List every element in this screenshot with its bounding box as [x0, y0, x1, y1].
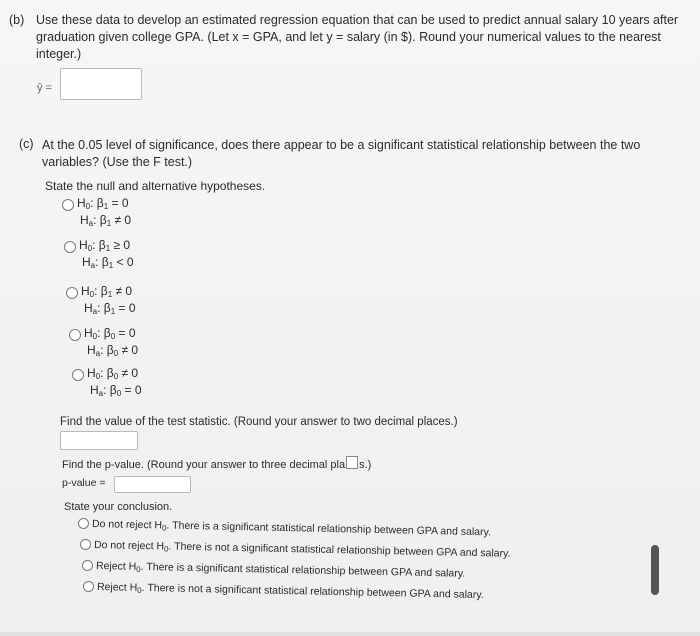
yhat-input[interactable]	[60, 68, 142, 100]
part-c-label: (c)	[19, 137, 34, 151]
yhat-label: ŷ =	[37, 82, 52, 94]
hypothesis-alt-5: $H_a$: $\beta_0 = 0$	[90, 383, 142, 398]
conclusion-option-1: Do not reject $H_0$. There is a significant statistical relationship between GPA and salary.	[91, 518, 492, 539]
hypothesis-null-3: $H_0$: $\beta_1 \ne 0$	[81, 284, 133, 299]
cursor-icon	[346, 456, 358, 469]
conclusion-option-2: Do not reject $H_0$. There is not a significant statistical relationship between GPA and salary.	[93, 539, 511, 560]
part-b-line-2: graduation given college GPA. (Let x = GPA, and let y = salary (in $). Round your numerical values to the nearest	[36, 30, 661, 44]
hypothesis-radio-1[interactable]	[62, 199, 74, 211]
part-b-label: (b)	[9, 13, 25, 27]
hypothesis-null-5: $H_0$: $\beta_0 \ne 0$	[87, 366, 139, 381]
conclusion-prompt: State your conclusion.	[64, 501, 173, 513]
part-b-line-1: Use these data to develop an estimated regression equation that can be used to predict annual salary 10 years after	[36, 13, 679, 27]
conclusion-radio-3[interactable]	[82, 560, 93, 571]
pvalue-input[interactable]	[114, 476, 191, 493]
pvalue-label: p-value =	[62, 477, 106, 489]
conclusion-option-3: Reject $H_0$. There is a significant statistical relationship between GPA and salary.	[95, 560, 466, 580]
hypothesis-prompt: State the null and alternative hypotheses.	[45, 179, 266, 193]
part-c-line-2: variables? (Use the F test.)	[42, 155, 193, 169]
conclusion-radio-2[interactable]	[80, 539, 91, 550]
hypothesis-alt-3: $H_a$: $\beta_1 = 0$	[84, 301, 136, 316]
part-b-line-3: integer.)	[36, 47, 82, 61]
hypothesis-alt-4: $H_a$: $\beta_0 \ne 0$	[87, 343, 139, 358]
hypothesis-null-4: $H_0$: $\beta_0 = 0$	[84, 326, 136, 341]
bottom-divider	[0, 632, 700, 636]
conclusion-option-4: Reject $H_0$. There is not a significant statistical relationship between GPA and salary.	[96, 581, 484, 602]
hypothesis-null-2: $H_0$: $\beta_1 \ge 0$	[79, 238, 131, 253]
pvalue-prompt: Find the p-value. (Round your answer to three decimal pla s.)	[62, 456, 371, 474]
test-stat-input[interactable]	[60, 431, 138, 450]
conclusion-radio-4[interactable]	[83, 581, 94, 592]
hypothesis-radio-2[interactable]	[64, 241, 76, 253]
hypothesis-alt-2: $H_a$: $\beta_1 < 0$	[82, 255, 134, 270]
conclusion-radio-1[interactable]	[78, 518, 89, 529]
hypothesis-radio-3[interactable]	[66, 287, 78, 299]
scrollbar-thumb[interactable]	[651, 545, 659, 595]
test-stat-prompt: Find the value of the test statistic. (Round your answer to two decimal places.)	[60, 416, 458, 428]
hypothesis-radio-5[interactable]	[72, 369, 84, 381]
hypothesis-null-1: $H_0$: $\beta_1 = 0$	[77, 196, 129, 211]
hypothesis-radio-4[interactable]	[69, 329, 81, 341]
part-c-line-1: At the 0.05 level of significance, does there appear to be a significant statistical relationship between the two	[42, 138, 641, 152]
hypothesis-alt-1: $H_a$: $\beta_1 \ne 0$	[80, 213, 132, 228]
